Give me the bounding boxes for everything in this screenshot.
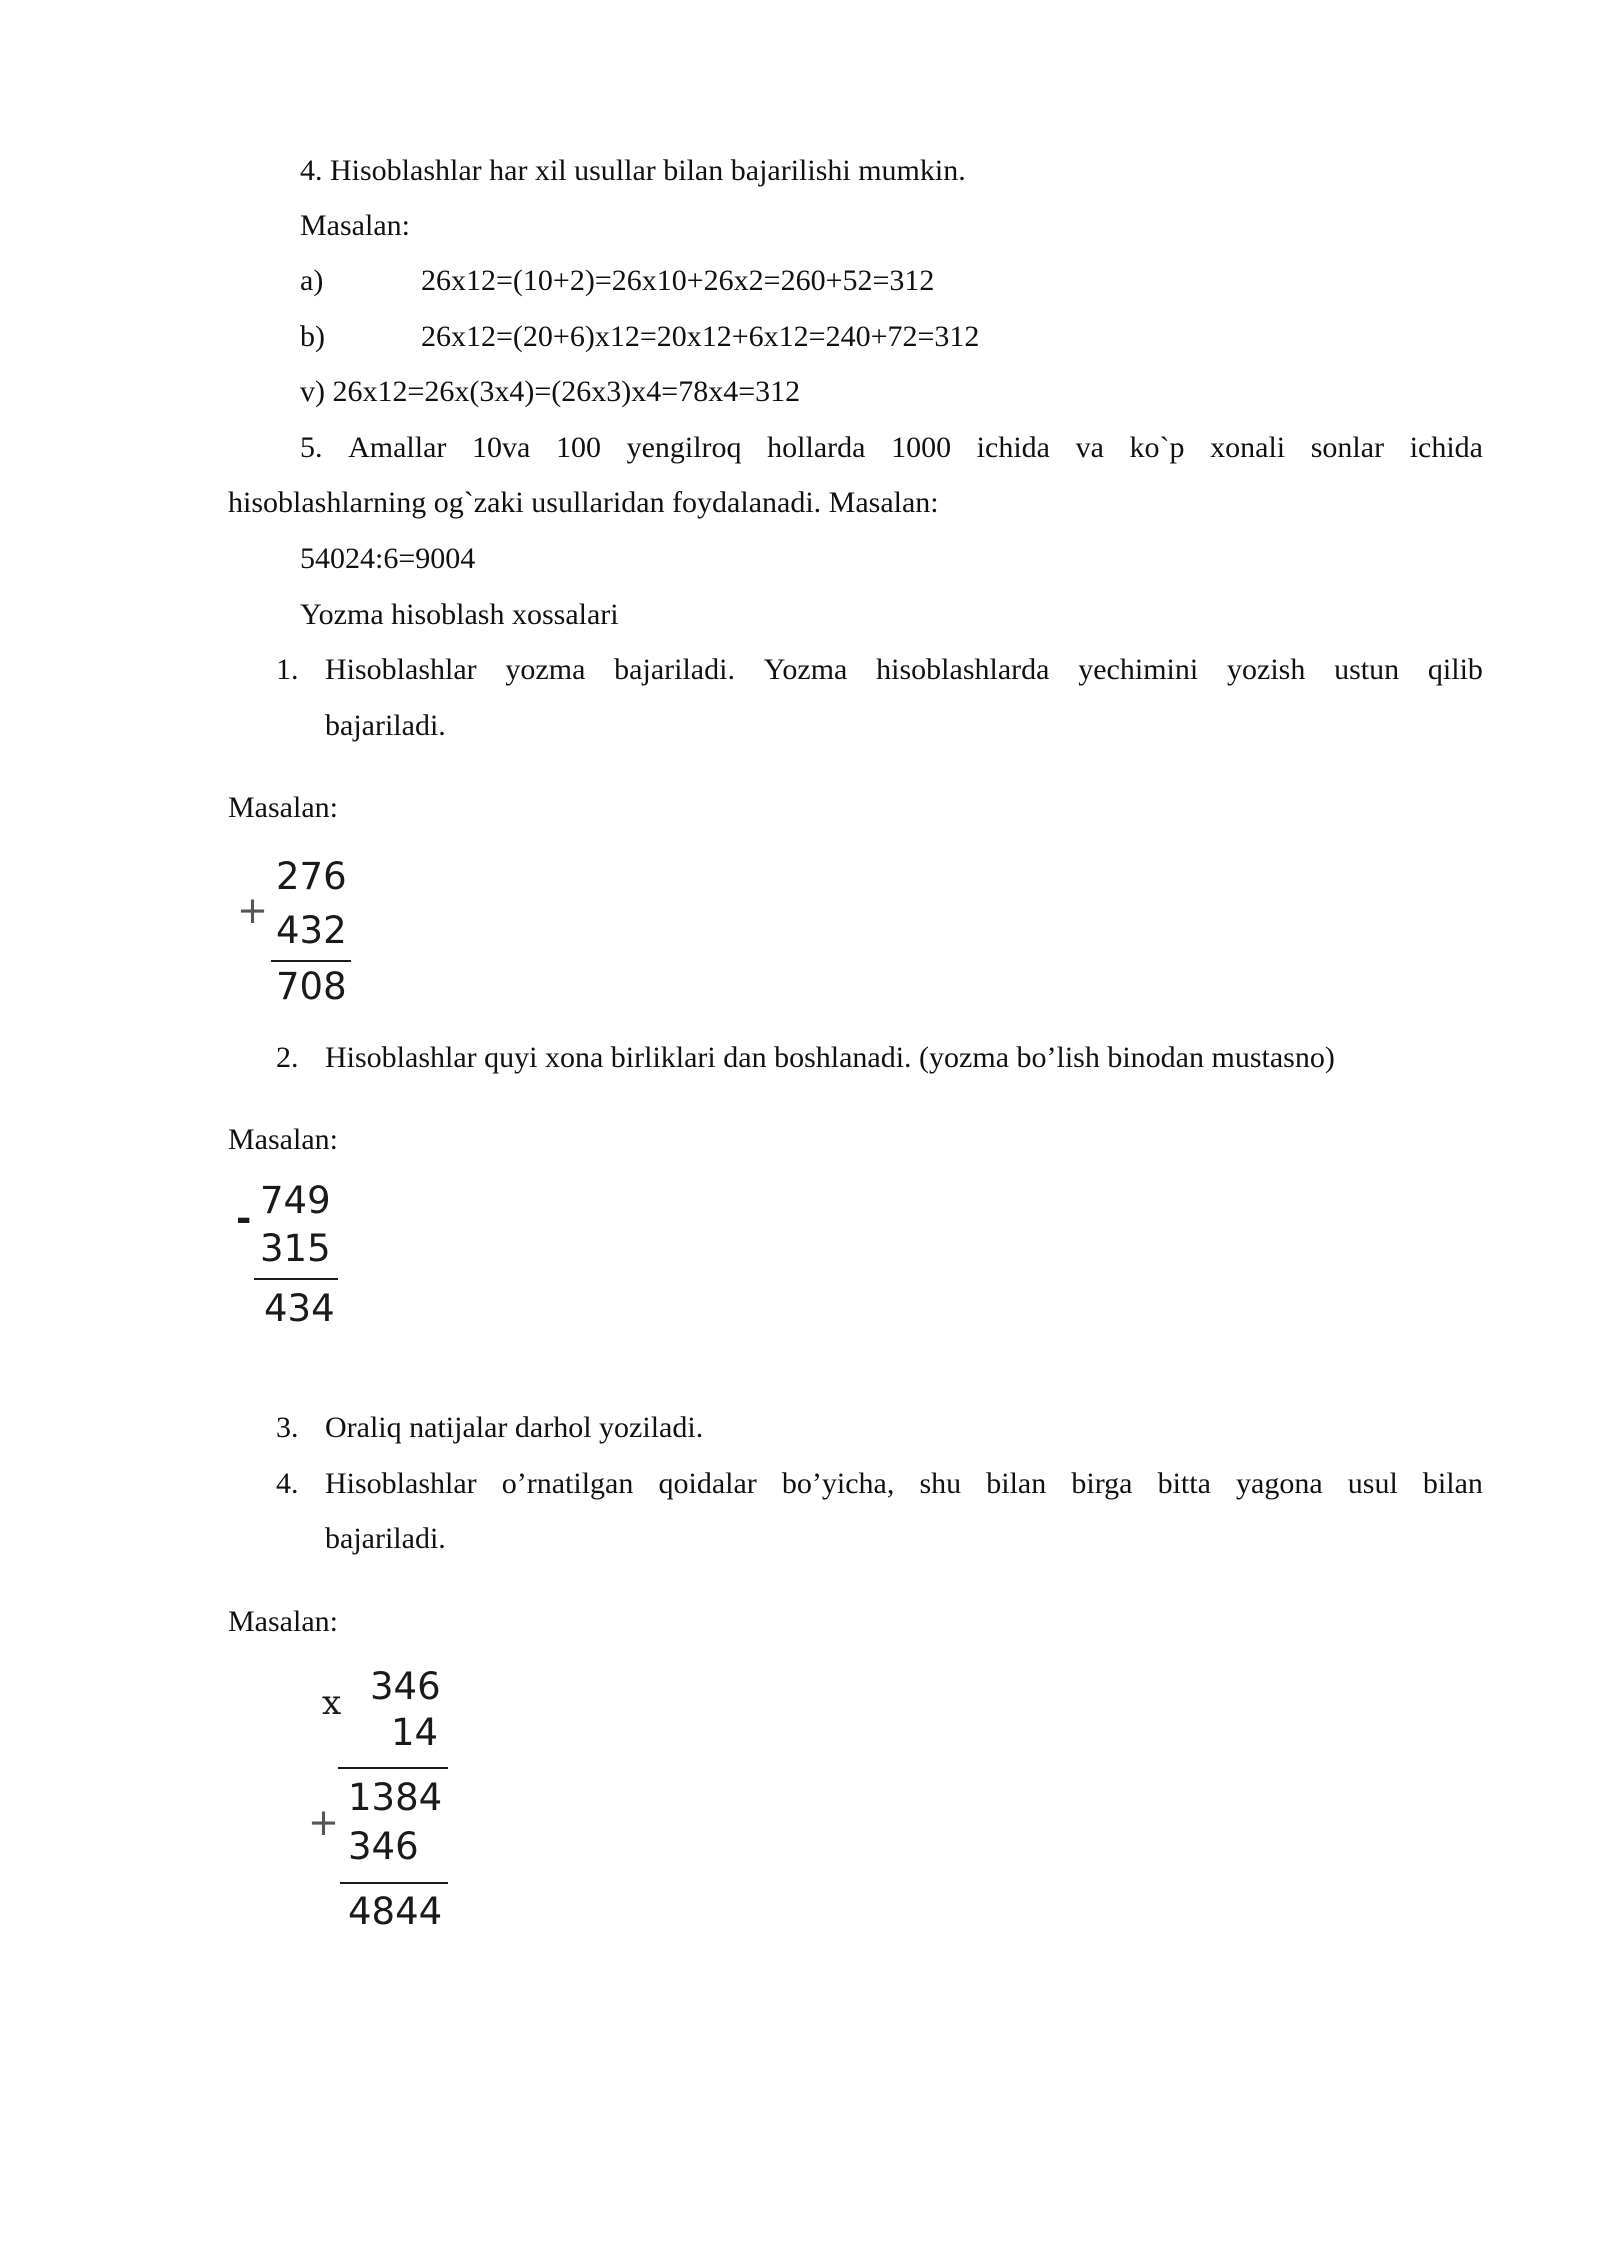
word: sonlar — [1310, 431, 1385, 464]
example-a-expression: 26x12=(10+2)=26x10+26x2=260+52=312 — [421, 264, 935, 297]
difference-result: 434 — [264, 1287, 335, 1330]
rule-2-text: Hisoblashlar quyi xona birliklari dan boshlanadi. (yozma bo’lish binodan mustasno) — [325, 1041, 1335, 1074]
addend-top: 276 — [276, 855, 347, 898]
word: bilan — [1422, 1467, 1483, 1500]
word: bitta — [1157, 1467, 1211, 1500]
word: va — [1075, 431, 1104, 464]
property-5-example: 54024:6=9004 — [300, 542, 476, 575]
sum-result: 708 — [276, 965, 347, 1008]
example-b-expression: 26x12=(20+6)x12=20x12+6x12=240+72=312 — [421, 320, 980, 353]
product-rule — [338, 1767, 448, 1769]
sum-rule — [340, 1882, 448, 1884]
rule-1-line-1 — [325, 655, 1483, 685]
section-heading: Yozma hisoblash xossalari — [300, 598, 619, 631]
word: bo’yicha, — [781, 1467, 895, 1500]
partial-product-2: 346 — [348, 1825, 419, 1868]
word: o’rnatilgan — [501, 1467, 634, 1500]
addend-bottom: 432 — [276, 909, 347, 952]
example-a-label: a) — [300, 264, 324, 297]
word: ko`p — [1129, 431, 1185, 464]
rule-4-line-2: bajariladi. — [325, 1522, 446, 1555]
word: 100 — [555, 431, 601, 464]
rule-3-number: 3. — [276, 1411, 299, 1444]
word: Amallar — [348, 431, 447, 464]
word: ichida — [976, 431, 1050, 464]
word: ustun — [1334, 653, 1400, 686]
rule-4-line-1 — [325, 1469, 1483, 1499]
example-label: Masalan: — [228, 791, 338, 824]
word: yozish — [1227, 653, 1306, 686]
rule-2-number: 2. — [276, 1041, 299, 1074]
addition-example — [228, 850, 368, 1010]
multiplication-example — [300, 1664, 500, 1944]
property-4-heading: 4. Hisoblashlar har xil usullar bilan bajarilishi mumkin. — [300, 154, 966, 187]
multiplier: 14 — [391, 1711, 439, 1754]
word: yozma — [505, 653, 586, 686]
property-5-line-2: hisoblashlarning og`zaki usullaridan foydalanadi. Masalan: — [228, 486, 939, 519]
subtraction-example — [228, 1178, 368, 1338]
example-label: Masalan: — [300, 209, 410, 242]
word: yechimini — [1078, 653, 1199, 686]
word: bajariladi. — [614, 653, 735, 686]
word: usul — [1347, 1467, 1398, 1500]
minuend: 749 — [260, 1179, 331, 1222]
word: Hisoblashlar — [325, 1467, 477, 1500]
word: bilan — [986, 1467, 1047, 1500]
rule-1-line-2: bajariladi. — [325, 709, 446, 742]
multiply-sign: x — [322, 1683, 342, 1723]
example-label: Masalan: — [228, 1123, 338, 1156]
word: Yozma — [763, 653, 848, 686]
word: qilib — [1427, 653, 1483, 686]
word: 1000 — [891, 431, 952, 464]
word: yagona — [1236, 1467, 1323, 1500]
word: ichida — [1409, 431, 1483, 464]
plus-sign: + — [308, 1801, 340, 1844]
word: 5. — [300, 431, 323, 464]
rule-1-number: 1. — [276, 653, 299, 686]
rule-4-number: 4. — [276, 1467, 299, 1500]
multiplicand: 346 — [370, 1665, 441, 1708]
subtrahend: 315 — [260, 1227, 331, 1270]
example-b-label: b) — [300, 320, 325, 353]
plus-sign: + — [237, 889, 269, 932]
example-v-expression: v) 26x12=26x(3x4)=(26x3)x4=78x4=312 — [300, 375, 801, 408]
word: hollarda — [767, 431, 866, 464]
word: qoidalar — [658, 1467, 757, 1500]
word: birga — [1071, 1467, 1133, 1500]
word: yengilroq — [626, 431, 742, 464]
rule-3-text: Oraliq natijalar darhol yoziladi. — [325, 1411, 704, 1444]
partial-product-1: 1384 — [348, 1776, 443, 1819]
word: Hisoblashlar — [325, 653, 477, 686]
minus-sign: - — [236, 1197, 252, 1240]
word: shu — [919, 1467, 962, 1500]
word: 10va — [472, 431, 531, 464]
difference-rule — [254, 1278, 338, 1280]
word: xonali — [1210, 431, 1286, 464]
word: hisoblashlarda — [876, 653, 1050, 686]
property-5-line-1 — [300, 433, 1483, 463]
example-label: Masalan: — [228, 1605, 338, 1638]
sum-rule — [271, 960, 351, 962]
product-result: 4844 — [348, 1890, 443, 1933]
